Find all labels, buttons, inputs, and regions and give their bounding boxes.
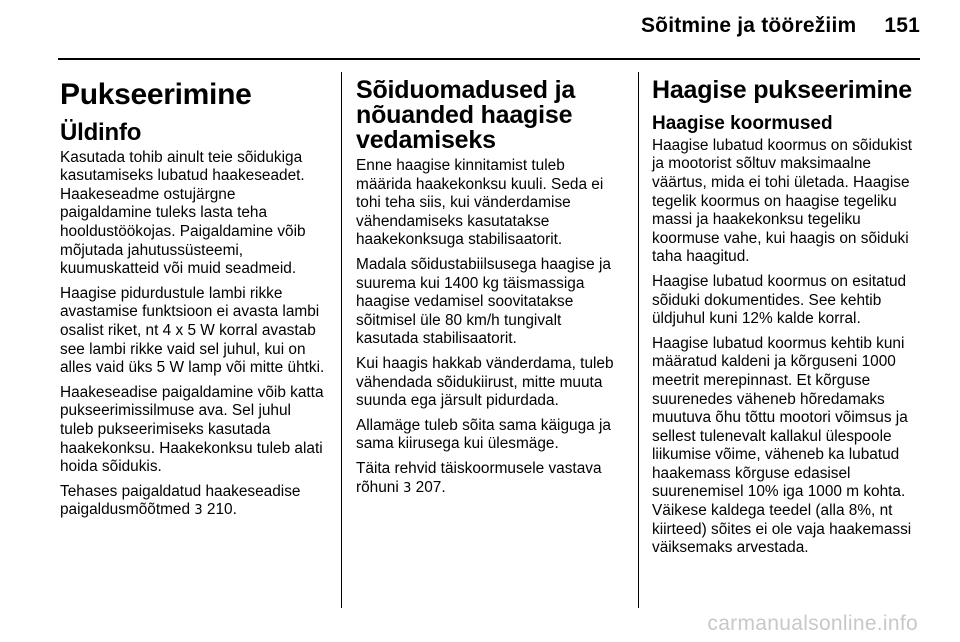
paragraph: Madala sõidustabiilsusega haagise ja suurema kui 1400 kg täismassiga haagise vedamisel soovitatakse sõitmisel üle 80 km/h tungivalt kasutada stabilisaatorit. xyxy=(356,255,611,348)
paragraph: Kasutada tohib ainult teie sõidukiga kasutamiseks lubatud haakeseadet. Haakeseadme ostujärgne paigaldamine tuleks lasta teha hooldustöökojas. Paigaldamine võib mõjutada jahutussüsteemi, kuumuskatteid või muid seadmeid. xyxy=(60,148,306,278)
paragraph: Enne haagise kinnitamist tuleb määrida haakekonksu kuuli. Seda ei tohi teha siis, kui vänderdamise vähendamiseks kasutatakse haakekonksuga stabilisaatorit. xyxy=(356,157,604,249)
page-header xyxy=(641,14,920,38)
watermark: carmanualsonline.info xyxy=(707,612,918,635)
column-3 xyxy=(652,68,920,564)
page-reference-link[interactable]: 210. xyxy=(206,501,237,519)
paragraph: Haakeseadise paigaldamine võib katta pukseerimissilmuse ava. Sel juhul tuleb pukseerimiseks kasutada haakekonksu. Haakekonksu tuleb alati hoida sõidukis. xyxy=(60,383,324,476)
paragraph xyxy=(60,483,328,521)
page-number: 151 xyxy=(884,14,920,37)
section-title: Haagise pukseerimine xyxy=(652,76,913,104)
section-title: Sõiduomadused ja nõuanded haagise vedamiseks xyxy=(356,76,576,154)
header-rule xyxy=(58,58,920,60)
section-title: Pukseerimine xyxy=(60,78,252,111)
subsection-title: Haagise koormused xyxy=(652,113,833,134)
page-reference-link[interactable]: 207. xyxy=(415,478,446,496)
subsection-title: Üldinfo xyxy=(60,119,142,146)
column-divider xyxy=(341,72,342,608)
column-1 xyxy=(60,68,328,527)
paragraph: Haagise lubatud koormus on esitatud sõiduki dokumentides. See kehtib üldjuhul kuni 12% kalde korral. xyxy=(652,272,907,328)
paragraph: Kui haagis hakkab vänderdama, tuleb vähendada sõidukiirust, mitte muuta suunda ega järsult pidurdada. xyxy=(356,354,614,410)
paragraph: Haagise pidurdustule lambi rikke avastamise funktsioon ei avasta lambi osalist riket, nt 4 x 5 W korral avastab see lambi rikke vaid sel juhul, kui on alles vaid üks 5 W lamp või mitte ühtki. xyxy=(60,284,325,377)
paragraph: Haagise lubatud koormus on sõidukist ja mootorist sõltuv maksimaalne väärtus, mida ei tohi ületada. Haagise tegelik koormus on haagise tegeliku massi ja haakekonksu tegeliku koormuse vahe, kui haagis on sõiduki taha haagitud. xyxy=(652,136,913,266)
paragraph-text: Täita rehvid täiskoormusele vastava rõhuni xyxy=(356,459,602,496)
chapter-title: Sõitmine ja töörežiim xyxy=(640,14,857,37)
column-divider xyxy=(638,72,639,608)
paragraph xyxy=(356,460,624,498)
paragraph: Allamäge tuleb sõita sama käiguga ja sama kiirusega kui ülesmäge. xyxy=(356,416,611,453)
column-2 xyxy=(356,68,624,504)
page-reference-icon: 3 xyxy=(403,480,412,496)
paragraph: Haagise lubatud koormus kehtib kuni määratud kaldeni ja kõrguseni 1000 meetrit merepinnast. Et kõrguse suurenedes väheneb hõredamaks muutuva õhu tõttu mootori võimsus ja sellest tulenevalt kallakul ülespoole liikumise võime, väheneb ka lubatud haakemass kõrguse edasisel suurenemisel 10% iga 1000 m kohta. Väikese kaldega teedel (alla 8%, nt kiirteed) sõites ei ole vaja haakemassi väiksemaks arvestada. xyxy=(652,334,912,557)
page-reference-icon: 3 xyxy=(194,503,203,519)
paragraph-text: Tehases paigaldatud haakeseadise paigaldusmõõtmed xyxy=(60,482,301,519)
